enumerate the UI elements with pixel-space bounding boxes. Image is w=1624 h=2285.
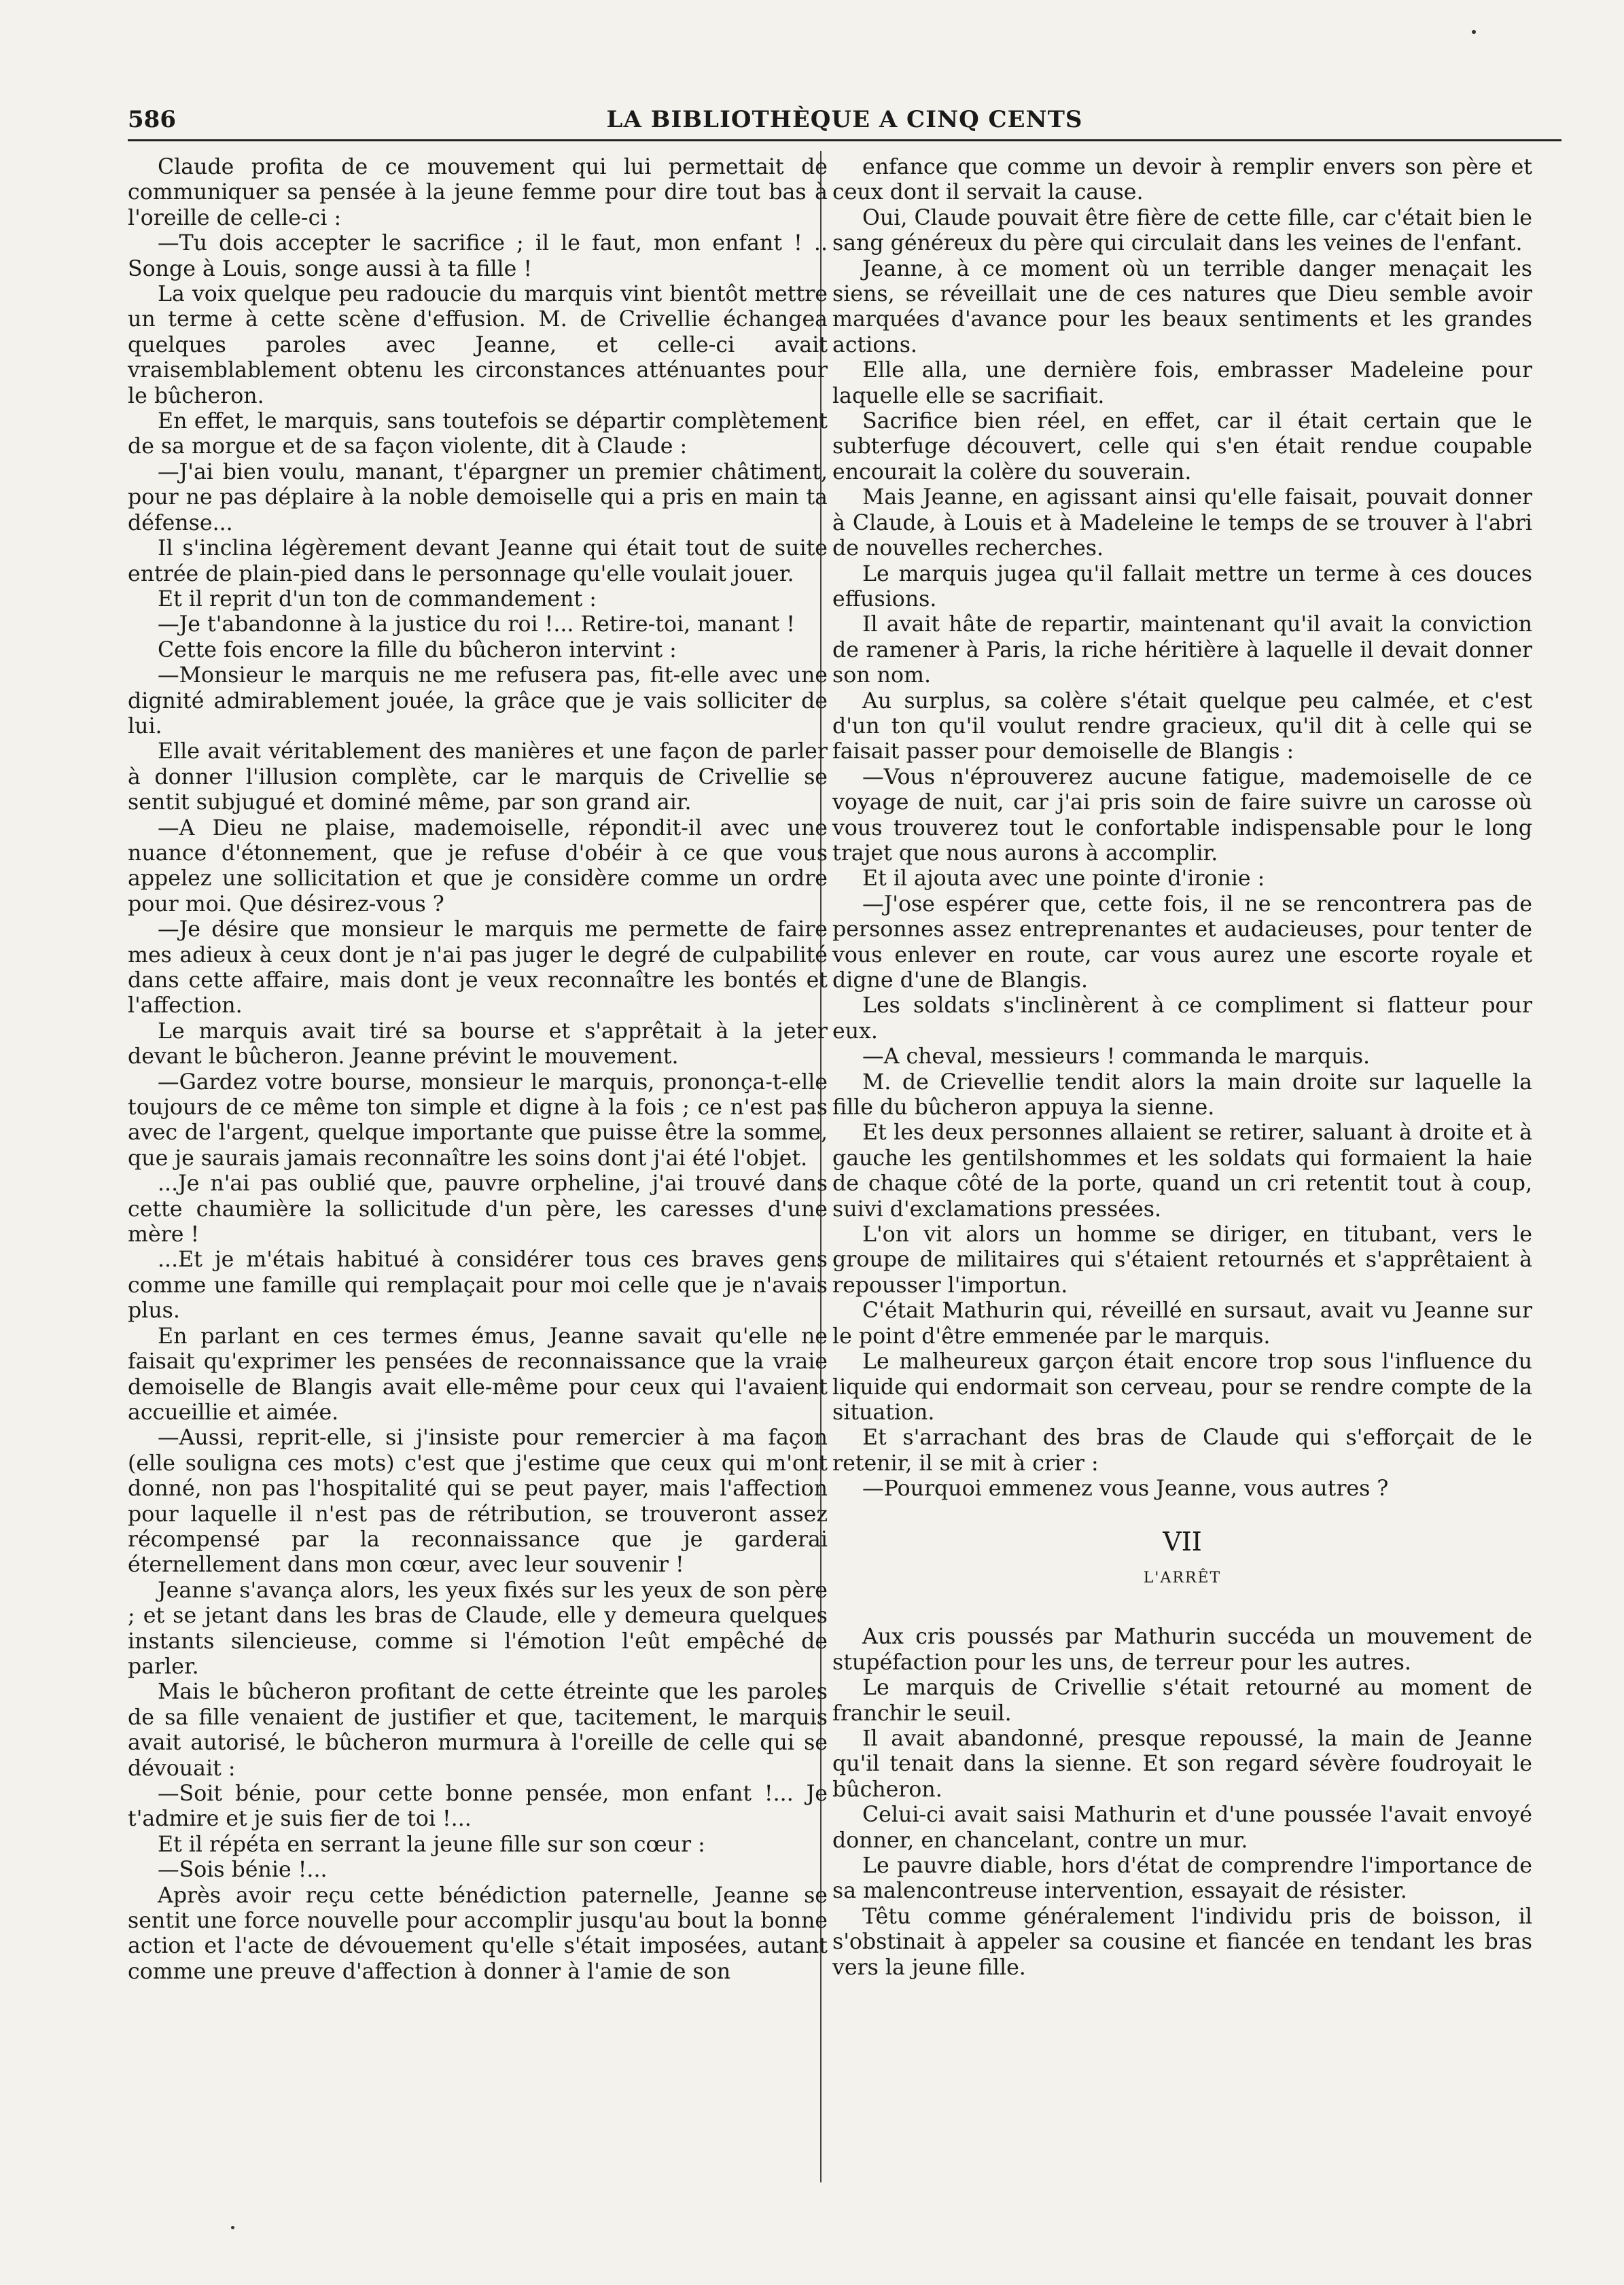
paragraph: Et il ajouta avec une pointe d'ironie : xyxy=(862,866,1265,891)
paragraph: —Monsieur le marquis ne me refusera pas, fit-elle avec une dignité admirablement jouée, la grâce que je vais solliciter de lui. xyxy=(128,663,828,739)
page-header xyxy=(128,102,1561,143)
paragraph: C'était Mathurin qui, réveillé en sursaut, avait vu Jeanne sur le point d'être emmenée par le marquis. xyxy=(832,1298,1532,1349)
paragraph: —A Dieu ne plaise, mademoiselle, répondit-il avec une nuance d'étonnement, que je refuse d'obéir à ce que vous appelez une sollicitation et que je considère comme un ordre pour moi. Que désirez-vous ? xyxy=(128,815,828,917)
running-title: LA BIBLIOTHÈQUE A CINQ CENTS xyxy=(606,106,1083,133)
ink-speck xyxy=(231,2226,234,2229)
paragraph: Le pauvre diable, hors d'état de comprendre l'importance de sa malencontreuse intervention, essayait de résister. xyxy=(832,1854,1532,1904)
paragraph: Les soldats s'inclinèrent à ce compliment si flatteur pour eux. xyxy=(832,993,1532,1044)
paragraph: M. de Crievellie tendit alors la main droite sur laquelle la fille du bûcheron appuya la sienne. xyxy=(832,1069,1532,1120)
paragraph: —J'ose espérer que, cette fois, il ne se rencontrera pas de personnes assez entreprenantes et audacieuses, pour tenter de vous enlever en route, car vous aurez une escorte royale et digne d'une de Blangis. xyxy=(832,891,1532,993)
paragraph: L'on vit alors un homme se diriger, en titubant, vers le groupe de militaires qui s'étaient retournés et s'apprêtaient à repousser l'importun. xyxy=(832,1222,1532,1298)
paragraph: —Vous n'éprouverez aucune fatigue, mademoiselle de ce voyage de nuit, car j'ai pris soin de faire suivre un carosse où vous trouverez tout le confortable indispensable pour le long trajet que nous aurons à accomplir. xyxy=(832,764,1532,866)
right-column-text-after xyxy=(832,1625,1532,1981)
ink-speck xyxy=(1472,30,1476,34)
chapter-number: VII xyxy=(1163,1526,1202,1557)
paragraph: Et il répéta en serrant la jeune fille sur son cœur : xyxy=(158,1832,705,1857)
paragraph: —Tu dois accepter le sacrifice ; il le faut, mon enfant ! .. Songe à Louis, songe aussi à ta fille ! xyxy=(128,231,828,281)
paragraph: En parlant en ces termes émus, Jeanne savait qu'elle ne faisait qu'exprimer les pensées de reconnaissance que la vraie demoiselle de Blangis avait elle-même pour ceux qui l'avaient accueillie et aimée. xyxy=(128,1324,828,1425)
right-column xyxy=(832,155,1532,1981)
paragraph: Il avait hâte de repartir, maintenant qu'il avait la conviction de ramener à Paris, la riche héritière à laquelle il devait donner son nom. xyxy=(832,612,1532,688)
left-column xyxy=(128,155,828,1985)
paragraph: —Je désire que monsieur le marquis me permette de faire mes adieux à ceux dont je n'ai pas juger le degré de culpabilité dans cette affaire, mais dont je veux reconnaître les bontés et l'affection. xyxy=(128,917,828,1018)
paragraph: —Aussi, reprit-elle, si j'insiste pour remercier à ma façon (elle souligna ces mots) c'est que j'estime que ceux qui m'ont donné, non pas l'hospitalité qui se peut payer, mais l'affection pour laquelle il n'est pas de rétribution, se trouveront assez récompensé par la reconnaissance que je garderai éternellement dans mon cœur, avec leur souvenir ! xyxy=(128,1425,828,1578)
paragraph: —Sois bénie !... xyxy=(158,1858,328,1883)
paragraph: Elle avait véritablement des manières et une façon de parler à donner l'illusion complète, car le marquis de Crivellie se sentit subjugué et dominé même, par son grand air. xyxy=(128,739,828,815)
paragraph: ...Je n'ai pas oublié que, pauvre orpheline, j'ai trouvé dans cette chaumière la sollicitude d'un père, les caresses d'une mère ! xyxy=(128,1171,828,1247)
paragraph: Et il reprit d'un ton de commandement : xyxy=(158,586,597,612)
paragraph: Sacrifice bien réel, en effet, car il était certain que le subterfuge découvert, celle qui s'en était rendue coupable encourait la colère du souverain. xyxy=(832,409,1532,484)
paragraph: Mais Jeanne, en agissant ainsi qu'elle faisait, pouvait donner à Claude, à Louis et à Madeleine le temps de se trouver à l'abri de nouvelles recherches. xyxy=(832,485,1532,561)
paragraph: Elle alla, une dernière fois, embrasser Madeleine pour laquelle elle se sacrifiait. xyxy=(832,358,1532,408)
paragraph: En effet, le marquis, sans toutefois se départir complètement de sa morgue et de sa façon violente, dit à Claude : xyxy=(128,409,828,459)
paragraph: —Je t'abandonne à la justice du roi !... Retire-toi, manant ! xyxy=(158,612,795,637)
paragraph: Après avoir reçu cette bénédiction paternelle, Jeanne se sentit une force nouvelle pour accomplir jusqu'au bout la bonne action et l'acte de dévouement qu'elle s'était imposées, autant comme une preuve d'affection à donner à l'amie de son xyxy=(128,1883,828,1984)
header-rule xyxy=(128,139,1561,141)
paragraph: Au surplus, sa colère s'était quelque peu calmée, et c'est d'un ton qu'il voulut rendre gracieux, qu'il dit à celle qui se faisait passer pour demoiselle de Blangis : xyxy=(832,688,1532,764)
paragraph: Aux cris poussés par Mathurin succéda un mouvement de stupéfaction pour les uns, de terreur pour les autres. xyxy=(832,1625,1532,1675)
paragraph: —Soit bénie, pour cette bonne pensée, mon enfant !... Je t'admire et je suis fier de toi !... xyxy=(128,1782,828,1832)
paragraph: Jeanne, à ce moment où un terrible danger menaçait les siens, se réveillait une de ces natures que Dieu semble avoir marquées d'avance pour les beaux sentiments et les grandes actions. xyxy=(832,256,1532,357)
paragraph: Et s'arrachant des bras de Claude qui s'efforçait de le retenir, il se mit à crier : xyxy=(832,1425,1532,1476)
paragraph: Celui-ci avait saisi Mathurin et d'une poussée l'avait envoyé donner, en chancelant, contre un mur. xyxy=(832,1803,1532,1853)
paragraph: enfance que comme un devoir à remplir envers son père et ceux dont il servait la cause. xyxy=(832,155,1532,205)
paragraph: Têtu comme généralement l'individu pris de boisson, il s'obstinait à appeler sa cousine et fiancée en tendant les bras vers la jeune fille. xyxy=(832,1904,1532,1980)
paragraph: —Pourquoi emmenez vous Jeanne, vous autres ? xyxy=(862,1476,1389,1502)
paragraph: —J'ai bien voulu, manant, t'épargner un premier châtiment, pour ne pas déplaire à la noble demoiselle qui a pris en main ta défense... xyxy=(128,459,828,535)
paragraph: Le marquis jugea qu'il fallait mettre un terme à ces douces effusions. xyxy=(832,561,1532,612)
paragraph: Jeanne s'avança alors, les yeux fixés sur les yeux de son père ; et se jetant dans les bras de Claude, elle y demeura quelques instants silencieuse, comme si l'émotion l'eût empêché de parler. xyxy=(128,1578,828,1679)
paragraph: Et les deux personnes allaient se retirer, saluant à droite et à gauche les gentilshommes et les soldats qui formaient la haie de chaque côté de la porte, quand un cri retentit tout à coup, suivi d'exclamations pressées. xyxy=(832,1120,1532,1222)
paragraph: Mais le bûcheron profitant de cette étreinte que les paroles de sa fille venaient de justifier et que, tacitement, le marquis avait autorisé, le bûcheron murmura à l'oreille de celle qui se dévouait : xyxy=(128,1680,828,1781)
paragraph: Le marquis de Crivellie s'était retourné au moment de franchir le seuil. xyxy=(832,1676,1532,1726)
chapter-title: L'ARRÊT xyxy=(1143,1569,1222,1587)
paragraph: Il s'inclina légèrement devant Jeanne qui était tout de suite entrée de plain-pied dans le personnage qu'elle voulait jouer. xyxy=(128,536,828,586)
right-column-text-before xyxy=(832,155,1532,1502)
paragraph: Il avait abandonné, presque repoussé, la main de Jeanne qu'il tenait dans la sienne. Et son regard sévère foudroyait le bûcheron. xyxy=(832,1726,1532,1802)
paragraph: —Gardez votre bourse, monsieur le marquis, prononça-t-elle toujours de ce même ton simple et digne à la fois ; ce n'est pas avec de l'argent, quelque importante que puisse être la somme, que je saurais jamais reconnaître les soins dont j'ai été l'objet. xyxy=(128,1069,828,1171)
paragraph: La voix quelque peu radoucie du marquis vint bientôt mettre un terme à cette scène d'effusion. M. de Crivellie échangea quelques paroles avec Jeanne, et celle-ci avait vraisemblablement obtenu les circonstances atténuantes pour le bûcheron. xyxy=(128,282,828,408)
page-number: 586 xyxy=(128,106,176,133)
paragraph: Claude profita de ce mouvement qui lui permettait de communiquer sa pensée à la jeune femme pour dire tout bas à l'oreille de celle-ci : xyxy=(128,155,828,230)
paragraph: Cette fois encore la fille du bûcheron intervint : xyxy=(158,637,677,662)
paragraph: Oui, Claude pouvait être fière de cette fille, car c'était bien le sang généreux du père qui circulait dans les veines de l'enfant. xyxy=(832,205,1532,256)
paragraph: ...Et je m'étais habitué à considérer tous ces braves gens comme une famille qui remplaçait pour moi celle que je n'avais plus. xyxy=(128,1247,828,1324)
paragraph: Le malheureux garçon était encore trop sous l'influence du liquide qui endormait son cerveau, pour se rendre compte de la situation. xyxy=(832,1349,1532,1425)
paragraph: —A cheval, messieurs ! commanda le marquis. xyxy=(862,1044,1370,1069)
paragraph: Le marquis avait tiré sa bourse et s'apprêtait à la jeter devant le bûcheron. Jeanne prévint le mouvement. xyxy=(128,1018,828,1069)
